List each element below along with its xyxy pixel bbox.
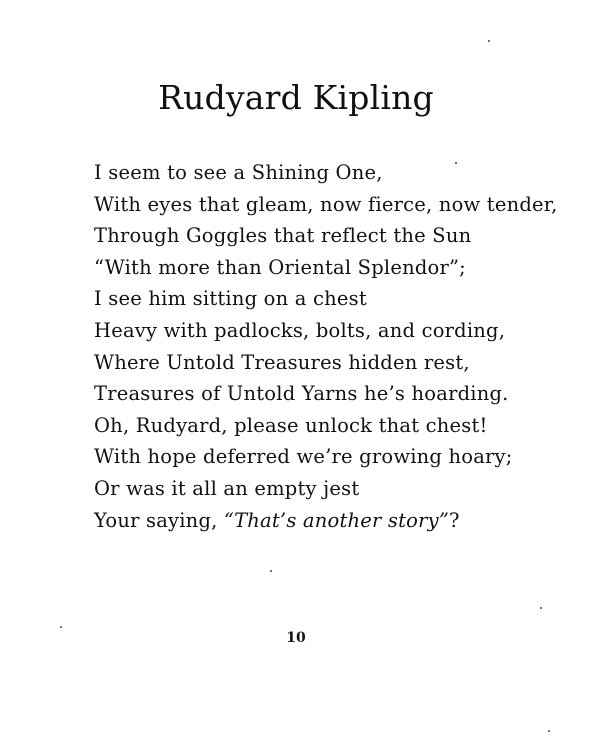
poem-line: Oh, Rudyard, please unlock that chest! <box>94 413 488 437</box>
last-line-end: ? <box>449 508 460 532</box>
print-speck <box>540 607 542 609</box>
last-line-lead: Your saying, <box>94 508 224 532</box>
print-speck <box>548 730 550 732</box>
poem-line: “With more than Oriental Splendor”; <box>94 255 466 279</box>
poem-last-line <box>94 505 564 537</box>
last-line-italic-quote: “That’s another story” <box>223 508 449 532</box>
poem-line: Treasures of Untold Yarns he’s hoarding. <box>94 382 509 406</box>
poem-line: I see him sitting on a chest <box>94 287 367 311</box>
page-number: 10 <box>286 630 306 646</box>
poem-line: Or was it all an empty jest <box>94 476 360 500</box>
poem-line: With eyes that gleam, now fierce, now tender, <box>94 192 558 216</box>
print-speck <box>60 626 62 628</box>
poem-line: Where Untold Treasures hidden rest, <box>94 350 470 374</box>
poem-title: Rudyard Kipling <box>158 78 434 117</box>
poem-line: I seem to see a Shining One, <box>94 161 383 184</box>
print-speck <box>488 40 490 42</box>
poem-body <box>94 157 564 536</box>
print-speck <box>455 162 457 164</box>
poem-line: With hope deferred we’re growing hoary; <box>94 445 513 469</box>
poem-line: Through Goggles that reflect the Sun <box>94 224 472 248</box>
poem-line: Heavy with padlocks, bolts, and cording, <box>94 318 506 342</box>
print-speck <box>270 570 272 572</box>
